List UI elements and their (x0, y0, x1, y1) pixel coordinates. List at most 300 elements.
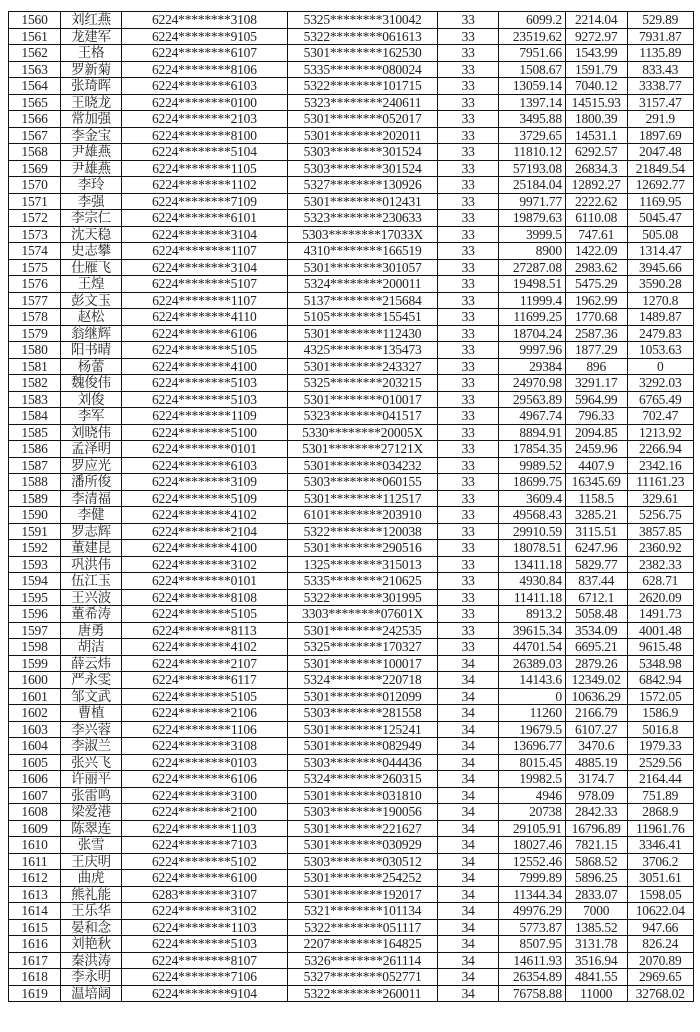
bank-card-cell: 6224********3104 (122, 226, 288, 243)
row-number-cell: 1569 (9, 160, 61, 177)
row-number-cell: 1587 (9, 457, 61, 474)
bank-card-cell: 6224********4102 (122, 639, 288, 656)
table-row (9, 540, 694, 557)
name-cell: 尹雄燕 (61, 144, 122, 161)
row-number-cell: 1570 (9, 177, 61, 194)
bank-card-cell: 6224********6107 (122, 45, 288, 62)
name-cell: 董建昆 (61, 540, 122, 557)
amount-2-cell: 14531.1 (565, 127, 627, 144)
amount-1-cell: 1397.14 (498, 94, 565, 111)
table-row (9, 358, 694, 375)
table-row (9, 12, 694, 29)
amount-2-cell: 6247.96 (565, 540, 627, 557)
age-cell: 34 (438, 705, 498, 722)
amount-2-cell: 1385.52 (565, 919, 627, 936)
amount-3-cell: 1270.8 (627, 292, 693, 309)
table-row (9, 787, 694, 804)
amount-3-cell: 21849.54 (627, 160, 693, 177)
amount-2-cell: 2214.04 (565, 12, 627, 29)
name-cell: 李军 (61, 408, 122, 425)
age-cell: 33 (438, 144, 498, 161)
amount-1-cell: 0 (498, 688, 565, 705)
name-cell: 罗志辉 (61, 523, 122, 540)
table-row (9, 243, 694, 260)
table-row (9, 490, 694, 507)
age-cell: 33 (438, 639, 498, 656)
bank-card-cell: 6224********5103 (122, 391, 288, 408)
bank-card-cell: 6224********1105 (122, 160, 288, 177)
bank-card-cell: 6224********3102 (122, 903, 288, 920)
table-row (9, 507, 694, 524)
row-number-cell: 1618 (9, 969, 61, 986)
amount-3-cell: 826.24 (627, 936, 693, 953)
amount-2-cell: 16796.89 (565, 820, 627, 837)
age-cell: 33 (438, 177, 498, 194)
bank-card-cell: 6224********9105 (122, 28, 288, 45)
amount-1-cell: 3609.4 (498, 490, 565, 507)
row-number-cell: 1603 (9, 721, 61, 738)
bank-card-cell: 6224********3102 (122, 556, 288, 573)
table-row (9, 688, 694, 705)
age-cell: 34 (438, 655, 498, 672)
table-row (9, 820, 694, 837)
id-number-cell: 6101********203910 (287, 507, 438, 524)
row-number-cell: 1585 (9, 424, 61, 441)
name-cell: 张雪 (61, 837, 122, 854)
id-number-cell: 5323********230633 (287, 210, 438, 227)
id-number-cell: 5330********20005X (287, 424, 438, 441)
row-number-cell: 1590 (9, 507, 61, 524)
id-number-cell: 5301********192017 (287, 886, 438, 903)
bank-card-cell: 6224********0103 (122, 754, 288, 771)
age-cell: 34 (438, 820, 498, 837)
row-number-cell: 1567 (9, 127, 61, 144)
amount-1-cell: 23519.62 (498, 28, 565, 45)
row-number-cell: 1595 (9, 589, 61, 606)
amount-2-cell: 7000 (565, 903, 627, 920)
id-number-cell: 4310********166519 (287, 243, 438, 260)
amount-1-cell: 11699.25 (498, 309, 565, 326)
amount-1-cell: 7951.66 (498, 45, 565, 62)
age-cell: 34 (438, 969, 498, 986)
table-row (9, 193, 694, 210)
name-cell: 许丽平 (61, 771, 122, 788)
amount-2-cell: 896 (565, 358, 627, 375)
name-cell: 邹文武 (61, 688, 122, 705)
amount-2-cell: 2879.26 (565, 655, 627, 672)
id-number-cell: 5105********155451 (287, 309, 438, 326)
age-cell: 34 (438, 853, 498, 870)
age-cell: 34 (438, 787, 498, 804)
amount-1-cell: 24970.98 (498, 375, 565, 392)
row-number-cell: 1600 (9, 672, 61, 689)
id-number-cell: 5303********190056 (287, 804, 438, 821)
amount-2-cell: 1591.79 (565, 61, 627, 78)
amount-1-cell: 13411.18 (498, 556, 565, 573)
amount-3-cell: 2382.33 (627, 556, 693, 573)
table-row (9, 408, 694, 425)
row-number-cell: 1574 (9, 243, 61, 260)
amount-3-cell: 1213.92 (627, 424, 693, 441)
id-number-cell: 5301********010017 (287, 391, 438, 408)
amount-2-cell: 6695.21 (565, 639, 627, 656)
bank-card-cell: 6224********5102 (122, 853, 288, 870)
amount-2-cell: 2983.62 (565, 259, 627, 276)
name-cell: 张兴飞 (61, 754, 122, 771)
age-cell: 33 (438, 325, 498, 342)
amount-1-cell: 8015.45 (498, 754, 565, 771)
table-row (9, 127, 694, 144)
amount-1-cell: 18699.75 (498, 474, 565, 491)
amount-2-cell: 837.44 (565, 573, 627, 590)
name-cell: 孟泽明 (61, 441, 122, 458)
amount-1-cell: 26389.03 (498, 655, 565, 672)
age-cell: 34 (438, 886, 498, 903)
bank-card-cell: 6224********2106 (122, 705, 288, 722)
bank-card-cell: 6224********8106 (122, 61, 288, 78)
amount-1-cell: 18704.24 (498, 325, 565, 342)
id-number-cell: 5335********080024 (287, 61, 438, 78)
age-cell: 33 (438, 78, 498, 95)
id-number-cell: 5301********052017 (287, 111, 438, 128)
amount-1-cell: 18078.51 (498, 540, 565, 557)
id-number-cell: 5322********301995 (287, 589, 438, 606)
id-number-cell: 5301********012431 (287, 193, 438, 210)
amount-3-cell: 1491.73 (627, 606, 693, 623)
bank-card-cell: 6224********0100 (122, 94, 288, 111)
bank-card-cell: 6224********9104 (122, 985, 288, 1002)
amount-1-cell: 13059.14 (498, 78, 565, 95)
name-cell: 常加强 (61, 111, 122, 128)
age-cell: 33 (438, 45, 498, 62)
bank-card-cell: 6224********3104 (122, 259, 288, 276)
table-row (9, 853, 694, 870)
row-number-cell: 1610 (9, 837, 61, 854)
amount-2-cell: 7040.12 (565, 78, 627, 95)
name-cell: 张琦晖 (61, 78, 122, 95)
id-number-cell: 5303********17033X (287, 226, 438, 243)
amount-2-cell: 3291.17 (565, 375, 627, 392)
id-number-cell: 5326********261114 (287, 952, 438, 969)
amount-3-cell: 3346.41 (627, 837, 693, 854)
name-cell: 严永雯 (61, 672, 122, 689)
row-number-cell: 1596 (9, 606, 61, 623)
table-row (9, 391, 694, 408)
amount-2-cell: 3470.6 (565, 738, 627, 755)
bank-card-cell: 6224********2104 (122, 523, 288, 540)
name-cell: 李淑兰 (61, 738, 122, 755)
table-row (9, 952, 694, 969)
table-row (9, 160, 694, 177)
amount-1-cell: 11810.12 (498, 144, 565, 161)
row-number-cell: 1582 (9, 375, 61, 392)
bank-card-cell: 6224********5100 (122, 424, 288, 441)
age-cell: 34 (438, 672, 498, 689)
amount-3-cell: 3857.85 (627, 523, 693, 540)
amount-3-cell: 12692.77 (627, 177, 693, 194)
row-number-cell: 1606 (9, 771, 61, 788)
id-number-cell: 5325********170327 (287, 639, 438, 656)
row-number-cell: 1598 (9, 639, 61, 656)
age-cell: 33 (438, 424, 498, 441)
row-number-cell: 1586 (9, 441, 61, 458)
amount-2-cell: 1962.99 (565, 292, 627, 309)
amount-2-cell: 2587.36 (565, 325, 627, 342)
amount-2-cell: 6107.27 (565, 721, 627, 738)
amount-1-cell: 8894.91 (498, 424, 565, 441)
amount-2-cell: 14515.93 (565, 94, 627, 111)
row-number-cell: 1564 (9, 78, 61, 95)
age-cell: 33 (438, 457, 498, 474)
name-cell: 王格 (61, 45, 122, 62)
age-cell: 33 (438, 309, 498, 326)
amount-3-cell: 4001.48 (627, 622, 693, 639)
amount-1-cell: 8900 (498, 243, 565, 260)
row-number-cell: 1614 (9, 903, 61, 920)
age-cell: 34 (438, 870, 498, 887)
bank-card-cell: 6224********6101 (122, 210, 288, 227)
row-number-cell: 1592 (9, 540, 61, 557)
amount-1-cell: 29105.91 (498, 820, 565, 837)
name-cell: 巩洪伟 (61, 556, 122, 573)
row-number-cell: 1575 (9, 259, 61, 276)
table-row (9, 177, 694, 194)
id-number-cell: 5303********030512 (287, 853, 438, 870)
table-row (9, 424, 694, 441)
amount-2-cell: 26834.3 (565, 160, 627, 177)
amount-2-cell: 3285.21 (565, 507, 627, 524)
name-cell: 尹雄燕 (61, 160, 122, 177)
age-cell: 33 (438, 375, 498, 392)
age-cell: 33 (438, 210, 498, 227)
id-number-cell: 5303********060155 (287, 474, 438, 491)
table-row (9, 325, 694, 342)
table-row (9, 672, 694, 689)
amount-1-cell: 17854.35 (498, 441, 565, 458)
name-cell: 李玲 (61, 177, 122, 194)
id-number-cell: 5324********200011 (287, 276, 438, 293)
row-number-cell: 1576 (9, 276, 61, 293)
id-number-cell: 4325********135473 (287, 342, 438, 359)
row-number-cell: 1577 (9, 292, 61, 309)
age-cell: 33 (438, 193, 498, 210)
row-number-cell: 1566 (9, 111, 61, 128)
bank-card-cell: 6224********5105 (122, 606, 288, 623)
amount-2-cell: 2842.33 (565, 804, 627, 821)
bank-card-cell: 6224********5103 (122, 375, 288, 392)
name-cell: 梁爱港 (61, 804, 122, 821)
amount-1-cell: 19498.51 (498, 276, 565, 293)
row-number-cell: 1581 (9, 358, 61, 375)
bank-card-cell: 6224********1106 (122, 721, 288, 738)
name-cell: 熊礼能 (61, 886, 122, 903)
amount-3-cell: 1572.05 (627, 688, 693, 705)
id-number-cell: 5301********254252 (287, 870, 438, 887)
row-number-cell: 1580 (9, 342, 61, 359)
amount-1-cell: 9989.52 (498, 457, 565, 474)
age-cell: 34 (438, 919, 498, 936)
table-row (9, 78, 694, 95)
bank-card-cell: 6224********1107 (122, 292, 288, 309)
amount-3-cell: 5045.47 (627, 210, 693, 227)
age-cell: 33 (438, 358, 498, 375)
bank-card-cell: 6224********6117 (122, 672, 288, 689)
row-number-cell: 1607 (9, 787, 61, 804)
table-row (9, 375, 694, 392)
table-row (9, 94, 694, 111)
table-row (9, 622, 694, 639)
id-number-cell: 5303********301524 (287, 160, 438, 177)
name-cell: 仕雁飞 (61, 259, 122, 276)
amount-3-cell: 10622.04 (627, 903, 693, 920)
table-row (9, 441, 694, 458)
id-number-cell: 5301********100017 (287, 655, 438, 672)
amount-1-cell: 11411.18 (498, 589, 565, 606)
bank-card-cell: 6224********4110 (122, 309, 288, 326)
amount-1-cell: 27287.08 (498, 259, 565, 276)
amount-1-cell: 14143.6 (498, 672, 565, 689)
table-row (9, 721, 694, 738)
amount-1-cell: 26354.89 (498, 969, 565, 986)
bank-card-cell: 6224********8113 (122, 622, 288, 639)
amount-1-cell: 4946 (498, 787, 565, 804)
id-number-cell: 5322********061613 (287, 28, 438, 45)
amount-3-cell: 947.66 (627, 919, 693, 936)
id-number-cell: 1325********315013 (287, 556, 438, 573)
age-cell: 34 (438, 985, 498, 1002)
amount-2-cell: 1770.68 (565, 309, 627, 326)
row-number-cell: 1584 (9, 408, 61, 425)
amount-3-cell: 3945.66 (627, 259, 693, 276)
id-number-cell: 5301********221627 (287, 820, 438, 837)
name-cell: 翁继辉 (61, 325, 122, 342)
table-row (9, 903, 694, 920)
amount-2-cell: 796.33 (565, 408, 627, 425)
id-number-cell: 5301********243327 (287, 358, 438, 375)
name-cell: 李健 (61, 507, 122, 524)
id-number-cell: 5327********130926 (287, 177, 438, 194)
table-row (9, 45, 694, 62)
amount-1-cell: 57193.08 (498, 160, 565, 177)
bank-card-cell: 6224********0101 (122, 573, 288, 590)
age-cell: 33 (438, 540, 498, 557)
amount-3-cell: 2479.83 (627, 325, 693, 342)
table-row (9, 886, 694, 903)
table-row (9, 754, 694, 771)
age-cell: 33 (438, 292, 498, 309)
amount-3-cell: 5348.98 (627, 655, 693, 672)
amount-3-cell: 6765.49 (627, 391, 693, 408)
table-row (9, 804, 694, 821)
amount-3-cell: 2969.65 (627, 969, 693, 986)
table-row (9, 639, 694, 656)
name-cell: 胡洁 (61, 639, 122, 656)
id-number-cell: 5301********031810 (287, 787, 438, 804)
row-number-cell: 1578 (9, 309, 61, 326)
amount-3-cell: 32768.02 (627, 985, 693, 1002)
bank-card-cell: 6224********1109 (122, 408, 288, 425)
row-number-cell: 1612 (9, 870, 61, 887)
bank-card-cell: 6224********5103 (122, 936, 288, 953)
amount-1-cell: 9997.96 (498, 342, 565, 359)
row-number-cell: 1593 (9, 556, 61, 573)
row-number-cell: 1589 (9, 490, 61, 507)
amount-2-cell: 6110.08 (565, 210, 627, 227)
id-number-cell: 5303********301524 (287, 144, 438, 161)
id-number-cell: 5327********052771 (287, 969, 438, 986)
table-row (9, 771, 694, 788)
amount-2-cell: 6712.1 (565, 589, 627, 606)
age-cell: 33 (438, 243, 498, 260)
name-cell: 沈天稳 (61, 226, 122, 243)
row-number-cell: 1602 (9, 705, 61, 722)
id-number-cell: 5301********125241 (287, 721, 438, 738)
amount-3-cell: 751.89 (627, 787, 693, 804)
name-cell: 罗应光 (61, 457, 122, 474)
age-cell: 33 (438, 556, 498, 573)
age-cell: 33 (438, 259, 498, 276)
age-cell: 33 (438, 12, 498, 29)
name-cell: 伍江玉 (61, 573, 122, 590)
amount-1-cell: 4967.74 (498, 408, 565, 425)
amount-2-cell: 3131.78 (565, 936, 627, 953)
row-number-cell: 1608 (9, 804, 61, 821)
amount-3-cell: 7931.87 (627, 28, 693, 45)
bank-card-cell: 6224********0101 (122, 441, 288, 458)
name-cell: 王兴波 (61, 589, 122, 606)
bank-card-cell: 6224********4100 (122, 540, 288, 557)
row-number-cell: 1613 (9, 886, 61, 903)
bank-card-cell: 6224********3109 (122, 474, 288, 491)
name-cell: 陈翠连 (61, 820, 122, 837)
amount-3-cell: 5256.75 (627, 507, 693, 524)
amount-1-cell: 25184.04 (498, 177, 565, 194)
amount-1-cell: 11999.4 (498, 292, 565, 309)
row-number-cell: 1611 (9, 853, 61, 870)
name-cell: 李强 (61, 193, 122, 210)
amount-3-cell: 6842.94 (627, 672, 693, 689)
amount-2-cell: 2094.85 (565, 424, 627, 441)
amount-2-cell: 747.61 (565, 226, 627, 243)
amount-3-cell: 2360.92 (627, 540, 693, 557)
amount-1-cell: 5773.87 (498, 919, 565, 936)
age-cell: 33 (438, 589, 498, 606)
amount-1-cell: 12552.46 (498, 853, 565, 870)
row-number-cell: 1617 (9, 952, 61, 969)
bank-card-cell: 6224********1103 (122, 919, 288, 936)
id-number-cell: 3303********07601X (287, 606, 438, 623)
amount-3-cell: 505.08 (627, 226, 693, 243)
name-cell: 王煌 (61, 276, 122, 293)
name-cell: 潘所俊 (61, 474, 122, 491)
amount-2-cell: 5868.52 (565, 853, 627, 870)
bank-card-cell: 6224********3100 (122, 787, 288, 804)
amount-1-cell: 76758.88 (498, 985, 565, 1002)
age-cell: 34 (438, 837, 498, 854)
id-number-cell: 5301********030929 (287, 837, 438, 854)
amount-1-cell: 19982.5 (498, 771, 565, 788)
id-number-cell: 5322********101715 (287, 78, 438, 95)
id-number-cell: 5301********27121X (287, 441, 438, 458)
id-number-cell: 5301********034232 (287, 457, 438, 474)
amount-2-cell: 9272.97 (565, 28, 627, 45)
amount-1-cell: 3999.5 (498, 226, 565, 243)
amount-1-cell: 13696.77 (498, 738, 565, 755)
id-number-cell: 5303********281558 (287, 705, 438, 722)
table-row (9, 573, 694, 590)
age-cell: 33 (438, 490, 498, 507)
amount-2-cell: 5058.48 (565, 606, 627, 623)
